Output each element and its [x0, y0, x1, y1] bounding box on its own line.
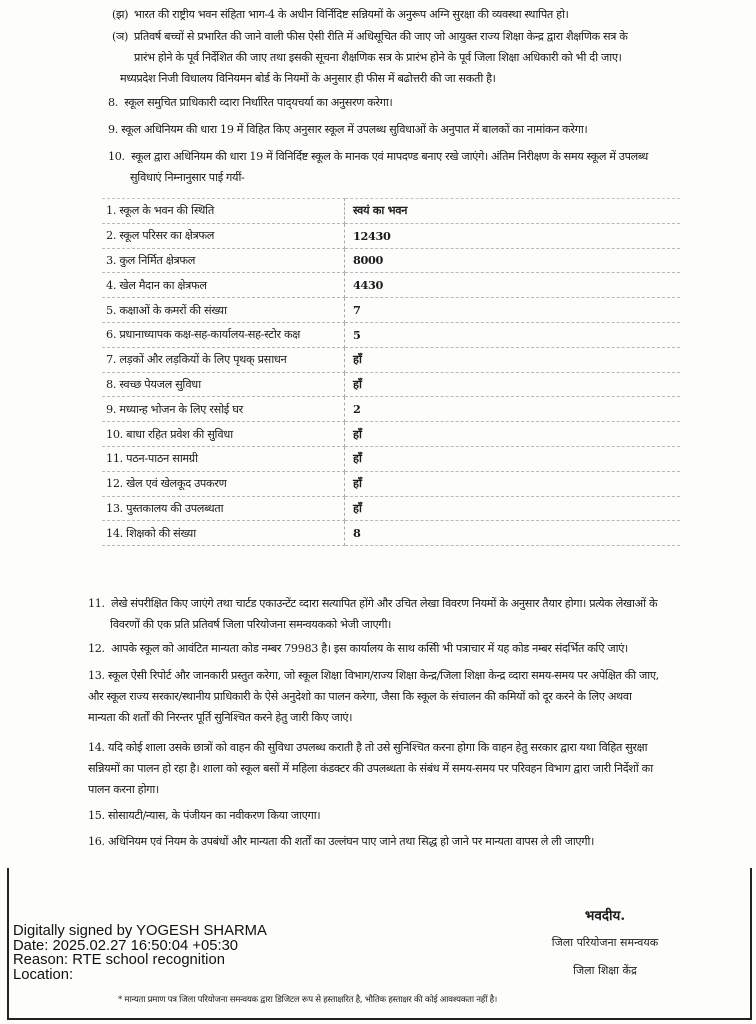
facility-label: 12. खेल एवं खेलकूद उपकरण	[102, 471, 345, 496]
clause-text-line: प्रतिवर्ष बच्चों से प्रभारित की जाने वाली फीस ऐसी रीति में अधिसूचित की जाए जो आयुक्त राज्य शिक्षा केन्द्र द्वारा शैक्षणिक सत्र के	[134, 30, 628, 43]
facility-row	[102, 422, 680, 447]
facility-value: 7	[345, 298, 681, 323]
item-number: 11.	[88, 597, 105, 610]
clause-jha	[112, 4, 752, 25]
item-number: 8.	[108, 96, 118, 109]
facility-value: हाँ	[345, 471, 681, 496]
item-text: स्कूल अधिनियम की धारा 19 में विहित किए अनुसार स्कूल में उपलब्ध सुविधाओं के अनुपात में बालकों का नामांकन करेगा।	[121, 123, 588, 136]
facility-value: 8000	[345, 248, 681, 273]
item-15	[88, 805, 750, 826]
facility-value: 4430	[345, 273, 681, 298]
facility-row	[102, 347, 680, 372]
facility-label: 9. मध्यान्ह भोजन के लिए रसोई घर	[102, 397, 345, 422]
facility-row	[102, 322, 680, 347]
facility-row	[102, 521, 680, 546]
item-number: 15.	[88, 809, 105, 822]
facility-row	[102, 223, 680, 248]
clause-nya	[112, 26, 752, 89]
closing-office: जिला शिक्षा केंद्र	[573, 964, 637, 977]
facility-value: 8	[345, 521, 681, 546]
clause-text-line: प्रारंभ होने के पूर्व निर्देशित की जाए तथा इसकी सूचना शैक्षणिक सत्र के प्रारंभ होने के पूर्व जिला शिक्षा अधिकारी को भी दी जाए।	[134, 51, 622, 64]
item-number: 9.	[108, 123, 118, 136]
clause-text: भारत की राष्ट्रीय भवन संहिता भाग-4 के अधीन विर्निदिष्ट सन्नियमों के अनुरूप अग्नि सुरक्षा की व्यवस्था स्थापित हो।	[134, 8, 569, 21]
item-text-line: स्कूल ऐसी रिपोर्ट और जानकारी प्रस्तुत करेगा, जो स्कूल शिक्षा विभाग/राज्य शिक्षा केन्द्र/जिला शिक्षा केन्द्र व्दारा समय-समय पर अपेक्षित की जाए,	[107, 669, 659, 682]
clause-label: (ञ)	[112, 30, 128, 43]
facility-value: हाँ	[345, 496, 681, 521]
facility-label: 4. खेल मैदान का क्षेत्रफल	[102, 273, 345, 298]
facility-value: हाँ	[345, 446, 681, 471]
facility-label: 6. प्रधानाध्यापक कक्ष-सह-कार्यालय-सह-स्टोर कक्ष	[102, 322, 345, 347]
facility-row	[102, 471, 680, 496]
item-13	[88, 665, 750, 728]
item-text: आपके स्कूल को आवंटित मान्यता कोड नम्बर 79983 है। इस कार्यालय के साथ कसिी भी पत्राचार में यह कोड नम्बर संदर्भित कएि जाएं।	[111, 642, 628, 655]
signed-by: Digitally signed by YOGESH SHARMA	[13, 923, 267, 939]
facility-value: हाँ	[345, 347, 681, 372]
item-8	[108, 92, 748, 113]
item-number: 10.	[108, 150, 125, 163]
item-text-line: सुविधाएं निम्नानुसार पाई गयीं-	[130, 171, 245, 184]
facility-value: 2	[345, 397, 681, 422]
item-text-line: स्कूल द्वारा अधिनियम की धारा 19 में विनिर्दिष्ट स्कूल के मानक एवं मापदण्ड बनाए रखे जाएंगे। अंतिम निरीक्षण के समय स्कूल में उपलब्ध	[131, 150, 648, 163]
facility-row	[102, 496, 680, 521]
item-text: स्कूल समुचित प्राधिकारी व्दारा निर्धारित पाद्‍यचर्या का अनुसरण करेगा।	[124, 96, 393, 109]
signature-date: Date: 2025.02.27 16:50:04 +05:30	[13, 937, 239, 954]
facility-value: स्वयं का भवन	[345, 199, 681, 224]
item-text-line: यदि कोई शाला उसके छात्रों को वाहन की सुविधा उपलब्ध कराती है तो उसे सुनिश्चित करना होगा कि वाहन हेतु सरकार द्वारा यथा विहित सुरक्षा	[107, 741, 648, 754]
facility-row	[102, 298, 680, 323]
facility-label: 10. बाधा रहित प्रवेश की सुविधा	[102, 422, 345, 447]
facility-row	[102, 248, 680, 273]
item-number: 14.	[88, 741, 105, 754]
facility-label: 11. पठन-पाठन सामग्री	[102, 446, 345, 471]
item-10	[108, 146, 748, 188]
signature-reason: Reason: RTE school recognition	[13, 952, 225, 969]
facility-label: 2. स्कूल परिसर का क्षेत्रफल	[102, 223, 345, 248]
closing-salutation: भवदीय.	[584, 908, 626, 924]
item-text-line: लेखे संपरीक्षित किए जाएंगे तथा चार्टड एकाउन्टेंट व्दारा सत्यापित होंगे और उचित लेखा विवरण नियमों के अनुसार तैयार होगा। प्रत्येक लेखाओं के	[111, 597, 658, 610]
item-number: 12.	[88, 642, 105, 655]
facility-row	[102, 397, 680, 422]
item-16	[88, 831, 750, 852]
facility-label: 8. स्वच्छ पेयजल सुविधा	[102, 372, 345, 397]
facility-value: हाँ	[345, 372, 681, 397]
clause-label: (झ)	[112, 8, 129, 21]
facility-row	[102, 372, 680, 397]
item-text-line: और स्कूल राज्य सरकार/स्थानीय प्राधिकारी के ऐसे अनुदेशो का पालन करेगा, जैसा कि स्कूल के संचालन की कमियों को दूर करने के लिए अथवा	[88, 690, 632, 703]
item-11	[88, 593, 750, 635]
item-text: सोसायटी/न्यास, के पंजीयन का नवीकरण किया जाएगा।	[107, 809, 321, 822]
facility-label: 3. कुल निर्मित क्षेत्रफल	[102, 248, 345, 273]
clause-text-line: मध्यप्रदेश निजी विधालय विनियमन बोर्ड के नियमों के अनुसार ही फीस में बढोत्तरी की जा सकती है।	[120, 72, 496, 85]
facility-label: 7. लड़कों और लड़कियों के लिए पृथक् प्रसाधन	[102, 347, 345, 372]
facility-label: 13. पुस्तकालय की उपलब्धता	[102, 496, 345, 521]
item-text-line: मान्यता की शर्तों की निरन्तर पूर्ति सुनिश्चित करने हेतु जारी किए जाएं।	[88, 711, 353, 724]
facility-label: 14. शिक्षको की संख्या	[102, 521, 345, 546]
closing-designation: जिला परियोजना समन्वयक	[551, 936, 659, 949]
facility-label: 1. स्कूल के भवन की स्थिति	[102, 199, 345, 224]
item-number: 13.	[88, 669, 105, 682]
signature-location: Location:	[13, 966, 74, 983]
item-number: 16.	[88, 835, 105, 848]
footnote: * मान्यता प्रमाण पत्र जिला परियोजना समन्वयक द्वारा डिजिटल रूप से हस्ताक्षरित है, भौतिक हस्ताक्षर की कोई आवश्यकता नहीं है।	[118, 995, 497, 1005]
facility-row	[102, 273, 680, 298]
facility-label: 5. कक्षाओं के कमरों की संख्या	[102, 298, 345, 323]
facility-row	[102, 446, 680, 471]
item-12	[88, 638, 750, 659]
item-text: अधिनियम एवं नियम के उपबंधों और मान्यता की शर्तों का उल्लंघन पाए जाने तथा सिद्ध हो जाने पर मान्यता वापस ले ली जाएगी।	[107, 835, 594, 848]
item-text-line: सन्नियमों का पालन हो रहा है। शाला को स्कूल बसों में महिला कंडक्टर की उपलब्धता के संबंध में समय-समय पर परिवहन विभाग द्वारा जारी निर्देशों का	[88, 762, 653, 775]
facility-value: 5	[345, 322, 681, 347]
facility-value: हाँ	[345, 422, 681, 447]
digital-signature	[13, 924, 267, 982]
facility-value: 12430	[345, 223, 681, 248]
facility-row	[102, 199, 680, 224]
item-text-line: विवरणों की एक प्रति प्रतिवर्ष जिला परियोजना समन्वयकको भेजी जाएगी।	[110, 618, 392, 631]
item-14	[88, 737, 750, 800]
item-9	[108, 119, 748, 140]
item-text-line: पालन करना होगा।	[88, 783, 159, 796]
facilities-table	[102, 198, 680, 546]
